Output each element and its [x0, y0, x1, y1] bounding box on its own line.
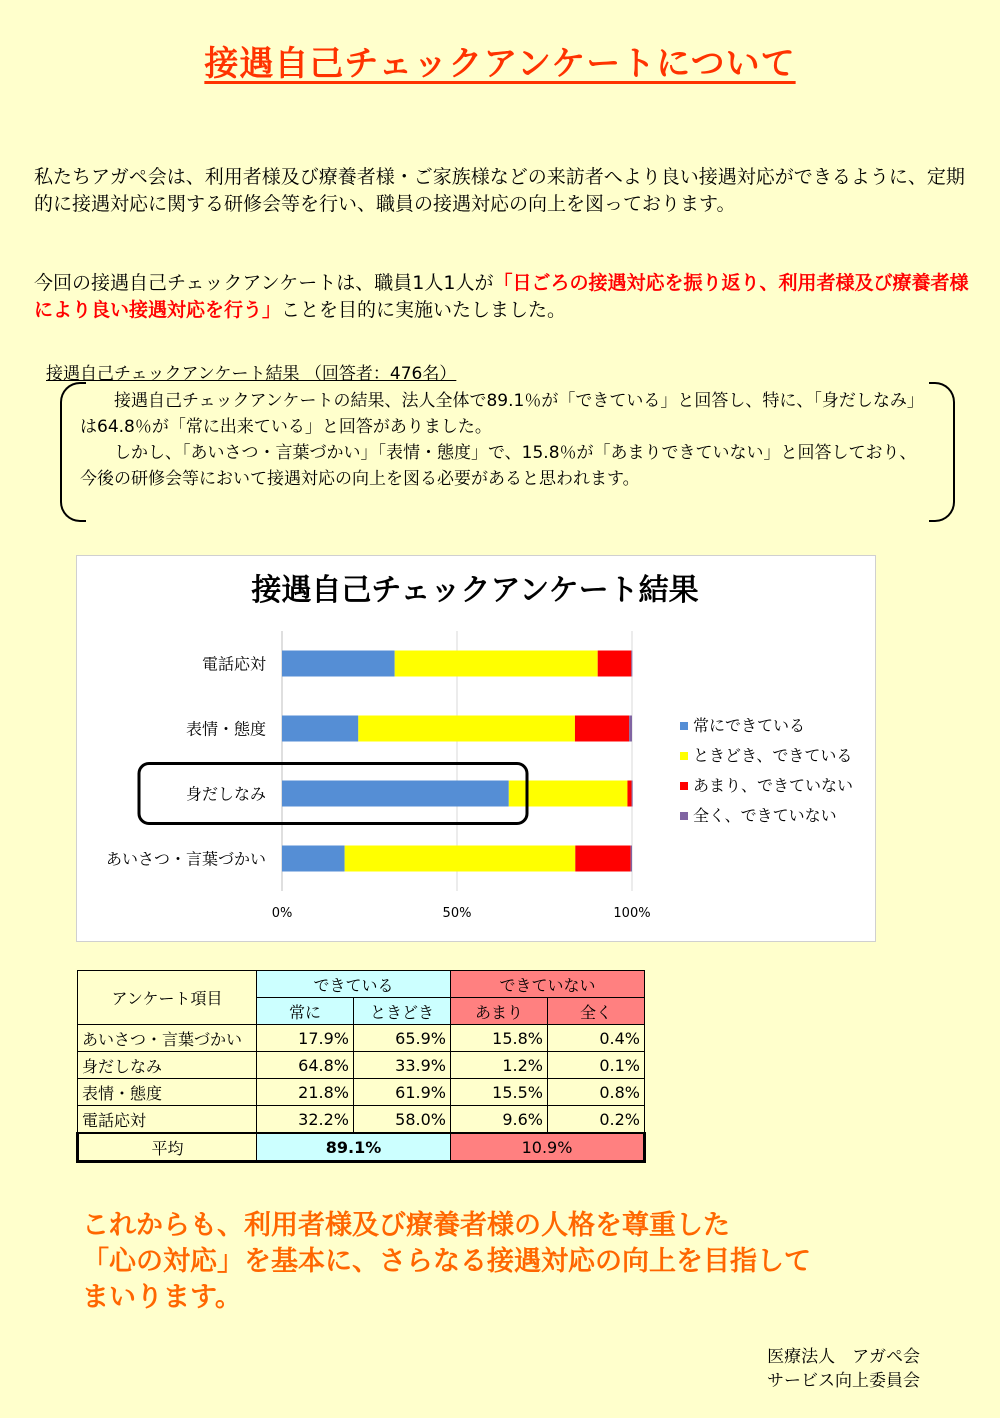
table-cell: 15.8% [451, 1025, 548, 1052]
intro-p2-highlight: 「日ごろの接遇対応を振り返り、利用者様及び療養者様により良い接遇対応を行う」 [34, 272, 969, 321]
legend-label: 全く、できていない [693, 806, 837, 825]
intro-p2-after: ことを目的に実施いたしました。 [281, 299, 567, 321]
results-heading: 接遇自己チェックアンケート結果 （回答者：476名） [46, 364, 457, 384]
table-cell: 0.1% [548, 1052, 645, 1079]
bar-segment [575, 846, 630, 872]
results-table [76, 970, 646, 1163]
y-category-label: あいさつ・言葉づかい [105, 849, 266, 869]
table-cell-item: 表情・態度 [78, 1079, 257, 1106]
intro-paragraph-1: 私たちアガペ会は、利用者様及び療養者様・ご家族様などの来訪者へより良い接遇対応ができるように、定期的に接遇対応に関する研修会等を行い、職員の接遇対応の向上を図っております。 [34, 166, 965, 215]
intro-p2-before: 今回の接遇自己チェックアンケートは、職員1人1人が [34, 272, 494, 294]
bar-segment [282, 716, 358, 742]
closing-line-2: 「心の対応」を基本に、さらなる接遇対応の向上を目指して [82, 1246, 811, 1277]
bar-segment [282, 846, 345, 872]
table-cell: 21.8% [257, 1079, 354, 1106]
results-summary-box [60, 382, 955, 522]
bar-segment [282, 651, 395, 677]
table-average-label: 平均 [78, 1133, 257, 1162]
table-header-ng-group: できていない [451, 971, 645, 998]
bar-segment [632, 781, 633, 807]
footer [720, 1345, 920, 1393]
page-title: 接遇自己チェックアンケートについて [204, 44, 796, 84]
bar-segment [627, 781, 631, 807]
table-average-ng: 10.9% [451, 1133, 645, 1162]
table-cell: 0.8% [548, 1079, 645, 1106]
legend-swatch [680, 812, 688, 820]
table-average-ok: 89.1% [257, 1133, 451, 1162]
results-text [80, 388, 930, 492]
x-tick-label: 0% [271, 906, 293, 921]
table-subheader-sometimes: ときどき [354, 998, 451, 1025]
table-cell: 15.5% [451, 1079, 548, 1106]
table-cell-item: あいさつ・言葉づかい [78, 1025, 257, 1052]
table-cell: 17.9% [257, 1025, 354, 1052]
table-cell: 61.9% [354, 1079, 451, 1106]
table-header-ok-group: できている [257, 971, 451, 998]
footer-org: 医療法人 アガペ会 [767, 1347, 920, 1367]
closing-line-3: まいります。 [82, 1282, 242, 1313]
table-header-item: アンケート項目 [78, 971, 257, 1025]
table-row [78, 1052, 645, 1079]
chart-title: 接遇自己チェックアンケート結果 [251, 573, 699, 608]
table-cell-item: 身だしなみ [78, 1052, 257, 1079]
bar-segment [598, 651, 632, 677]
table-row [78, 1079, 645, 1106]
table-subheader-never: 全く [548, 998, 645, 1025]
bar-segment [358, 716, 575, 742]
table-subheader-rarely: あまり [451, 998, 548, 1025]
table-row [78, 1025, 645, 1052]
table-cell: 33.9% [354, 1052, 451, 1079]
bar-segment [575, 716, 629, 742]
bar-segment [631, 846, 632, 872]
y-category-label: 身だしなみ [185, 784, 266, 804]
legend-label: 常にできている [693, 716, 806, 735]
bar-segment [345, 846, 576, 872]
table-cell: 64.8% [257, 1052, 354, 1079]
chart-container [76, 555, 876, 942]
x-tick-label: 100% [613, 906, 651, 921]
legend-swatch [680, 752, 688, 760]
table-cell: 58.0% [354, 1106, 451, 1134]
table-cell: 9.6% [451, 1106, 548, 1134]
footer-committee: サービス向上委員会 [767, 1371, 920, 1391]
closing-message [82, 1208, 962, 1316]
table-cell: 1.2% [451, 1052, 548, 1079]
bar-segment [395, 651, 598, 677]
legend-label: あまり、できていない [693, 776, 854, 795]
table-cell: 65.9% [354, 1025, 451, 1052]
legend-swatch [680, 782, 688, 790]
table-cell: 0.2% [548, 1106, 645, 1134]
bar-segment [282, 781, 509, 807]
x-tick-label: 50% [442, 906, 472, 921]
results-line-2: しかし、「あいさつ・言葉づかい」「表情・態度」で、15.8％が「あまりできていない」と回答しており、今後の研修会等において接遇対応の向上を図る必要があると思われます。 [80, 443, 917, 489]
bar-segment [629, 716, 632, 742]
stacked-bar-chart [77, 556, 875, 941]
intro-paragraph-2 [34, 270, 974, 324]
table-cell: 32.2% [257, 1106, 354, 1134]
table-cell: 0.4% [548, 1025, 645, 1052]
y-category-label: 電話応対 [201, 654, 266, 674]
table-cell-item: 電話応対 [78, 1106, 257, 1134]
table-subheader-always: 常に [257, 998, 354, 1025]
right-bracket [929, 382, 955, 522]
closing-line-1: これからも、利用者様及び療養者様の人格を尊重した [82, 1210, 730, 1241]
bar-segment [631, 651, 632, 677]
legend-swatch [680, 722, 688, 730]
table-average-row [78, 1133, 645, 1162]
legend-label: ときどき、できている [693, 746, 853, 765]
y-category-label: 表情・態度 [185, 719, 266, 739]
results-line-1: 接遇自己チェックアンケートの結果、法人全体で89.1％が「できている」と回答し、特に、「身だしなみ」は64.8％が「常に出来ている」と回答がありました。 [80, 391, 924, 437]
table-row [78, 1106, 645, 1134]
